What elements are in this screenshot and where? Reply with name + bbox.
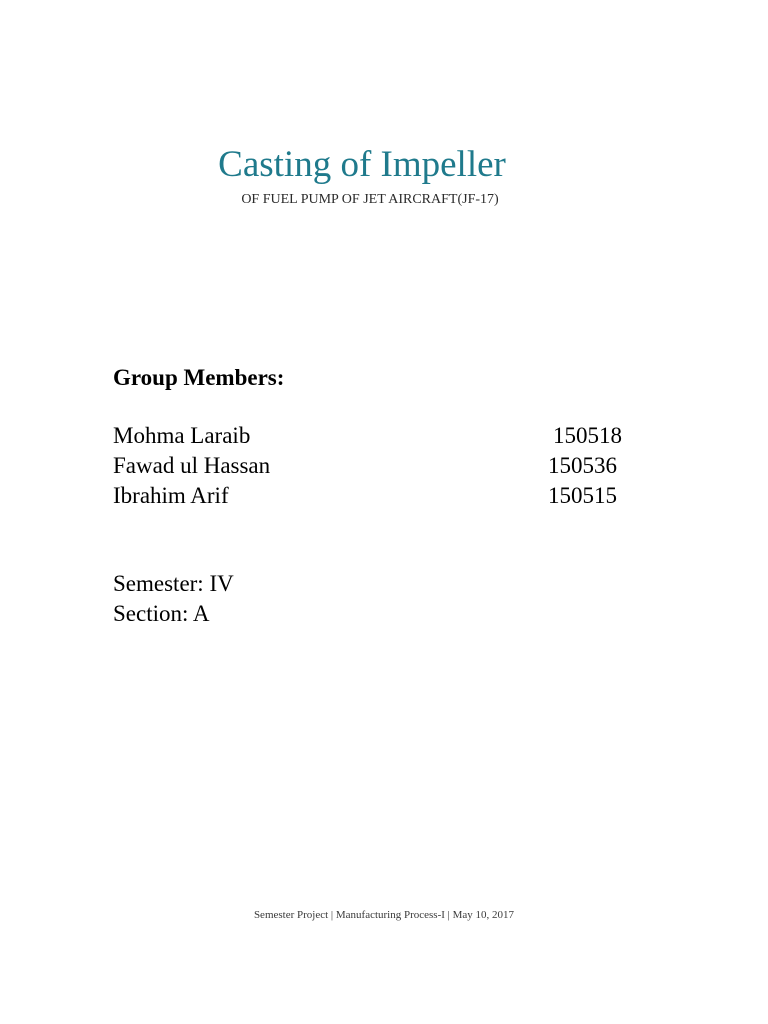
document-title: Casting of Impeller xyxy=(218,144,506,185)
member-id: 150515 xyxy=(548,483,617,508)
member-name: Mohma Laraib xyxy=(113,423,251,448)
document-subtitle: OF FUEL PUMP OF JET AIRCRAFT(JF-17) xyxy=(241,192,499,207)
group-members-heading: Group Members: xyxy=(113,365,285,390)
member-row xyxy=(113,421,633,451)
semester-line: Semester: IV xyxy=(113,571,234,596)
member-name: Fawad ul Hassan xyxy=(113,453,271,478)
member-row xyxy=(113,481,633,511)
page-footer: Semester Project | Manufacturing Process-I | May 10, 2017 xyxy=(253,909,515,921)
member-id: 150536 xyxy=(548,453,617,478)
member-name: Ibrahim Arif xyxy=(113,483,229,508)
section-line: Section: A xyxy=(113,601,210,626)
member-row xyxy=(113,451,633,481)
member-id: 150518 xyxy=(553,423,622,448)
